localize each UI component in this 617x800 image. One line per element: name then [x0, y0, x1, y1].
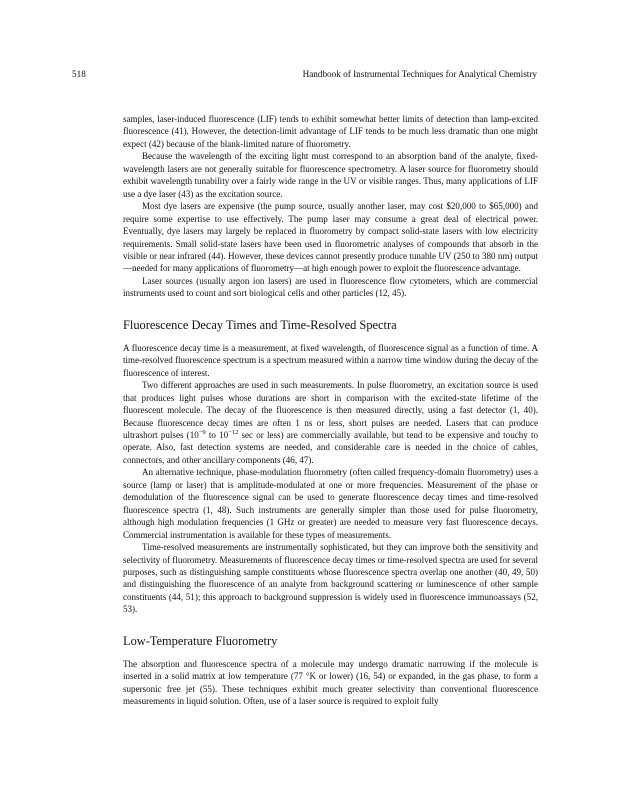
paragraph: samples, laser-induced fluorescence (LIF) tends to exhibit somewhat better limits of detection than lamp-excited fluorescence (41). However, the detection-limit advantage of LIF tends to be much less dramatic than one might expect (42) because of the blank-limited nature of fluorometry.: [123, 114, 538, 149]
paragraph-text: Two different approaches are used in such measurements. In pulse fluorometry, an excitation source is used that produces light pulses whose durations are short in comparison with the excited-state lifetime of the fluorescent molecule. The decay of the fluorescence is then measured directly, using a fast detector (1, 40). Because fluorescence decay times are often 1 ns or less, short pulses are needed.: [123, 380, 538, 428]
exponent: −9: [198, 428, 206, 436]
paragraph-text: to 10: [205, 429, 229, 440]
running-header: [72, 69, 537, 83]
paragraph: Laser sources (usually argon ion lasers) are used in fluorescence flow cytometers, which are commercial instruments used to count and sort biological cells and other particles (12, 45).: [123, 275, 538, 299]
paragraph: Most dye lasers are expensive (the pump source, usually another laser, may cost $20,000 to $65,000) and require some expertise to use effectively. The pump laser may consume a great deal of electrical power. Eventually, dye lasers may largely be replaced in fluorometry by compact solid-state lasers with low electricity requirements. Small solid-state lasers have been used in fluorometric analyses of compounds that absorb in the visible or near infrared (44). However, these devices cannot presently produce tunable UV (250 to 380 nm) output—needed for many applications of fluorometry—at high enough power to exploit the fluorescence advantage.: [123, 201, 538, 274]
paragraph: The absorption and fluorescence spectra of a molecule may undergo dramatic narrowing if the molecule is inserted in a solid matrix at low temperature (77 °K or lower) (16, 54) or expanded, in the gas phase, to form a supersonic free jet (55). These techniques exhibit much greater selectivity than conventional fluorescence measurements in liquid solution. Often, use of a laser source is required to exploit fully: [123, 658, 538, 707]
paragraph: [123, 379, 538, 466]
paragraph: An alternative technique, phase-modulation fluorometry (often called frequency-domain fluorometry) uses a source (lamp or laser) that is amplitude-modulated at one or more frequencies. Measurement of the phase or demodulation of the fluorescence signal can be used to generate fluorescence decay times and time-resolved fluorescence spectra (1, 48). Such instruments are generally simpler than those used for pulse fluorometry, although high modulation frequencies (1 GHz or greater) are needed to measure very fast fluorescence decays. Commercial instrumentation is available for these types of measurements.: [123, 467, 538, 540]
section-heading: Low-Temperature Fluorometry: [123, 633, 278, 648]
paragraph-text: sec or less) are commercially available, but tend to be expensive and touchy to operate. Also, fast detection systems are needed, and considerable care is needed in the choice of cables, connectors, and other ancillary components (46, 47).: [123, 429, 539, 465]
paragraph: Because the wavelength of the exciting light must correspond to an absorption band of the analyte, fixed-wavelength lasers are not generally suitable for fluorescence spectrometry. A laser source for fluorometry should exhibit wavelength tunability over a fairly wide range in the UV or visible ranges. Thus, many applications of LIF use a dye laser (43) as the excitation source.: [123, 151, 538, 199]
page-number: 518: [72, 69, 86, 79]
paragraph-text: Lasers that can produce ultrashort pulses (10: [123, 417, 538, 440]
paragraph: A fluorescence decay time is a measurement, at fixed wavelength, of fluorescence signal as a function of time. A time-resolved fluorescence spectrum is a spectrum measured within a narrow time window during the decay of the fluorescence of interest.: [123, 342, 539, 378]
section-heading: Fluorescence Decay Times and Time-Resolved Spectra: [123, 317, 397, 332]
exponent: −12: [228, 428, 239, 436]
running-title: Handbook of Instrumental Techniques for Analytical Chemistry: [302, 69, 537, 79]
paragraph: Time-resolved measurements are instrumentally sophisticated, but they can improve both the sensitivity and selectivity of fluorometry. Measurements of fluorescence decay times or time-resolved spectra are used for several purposes, such as distinguishing sample constituents whose fluorescence spectra overlap one another (40, 49, 50) and distinguishing the fluorescence of an analyte from background scattering or luminescence of other sample constituents (44, 51); this approach to background suppression is widely used in fluorescence immunoassays (52, 53).: [123, 542, 538, 615]
body-text: [123, 113, 538, 708]
